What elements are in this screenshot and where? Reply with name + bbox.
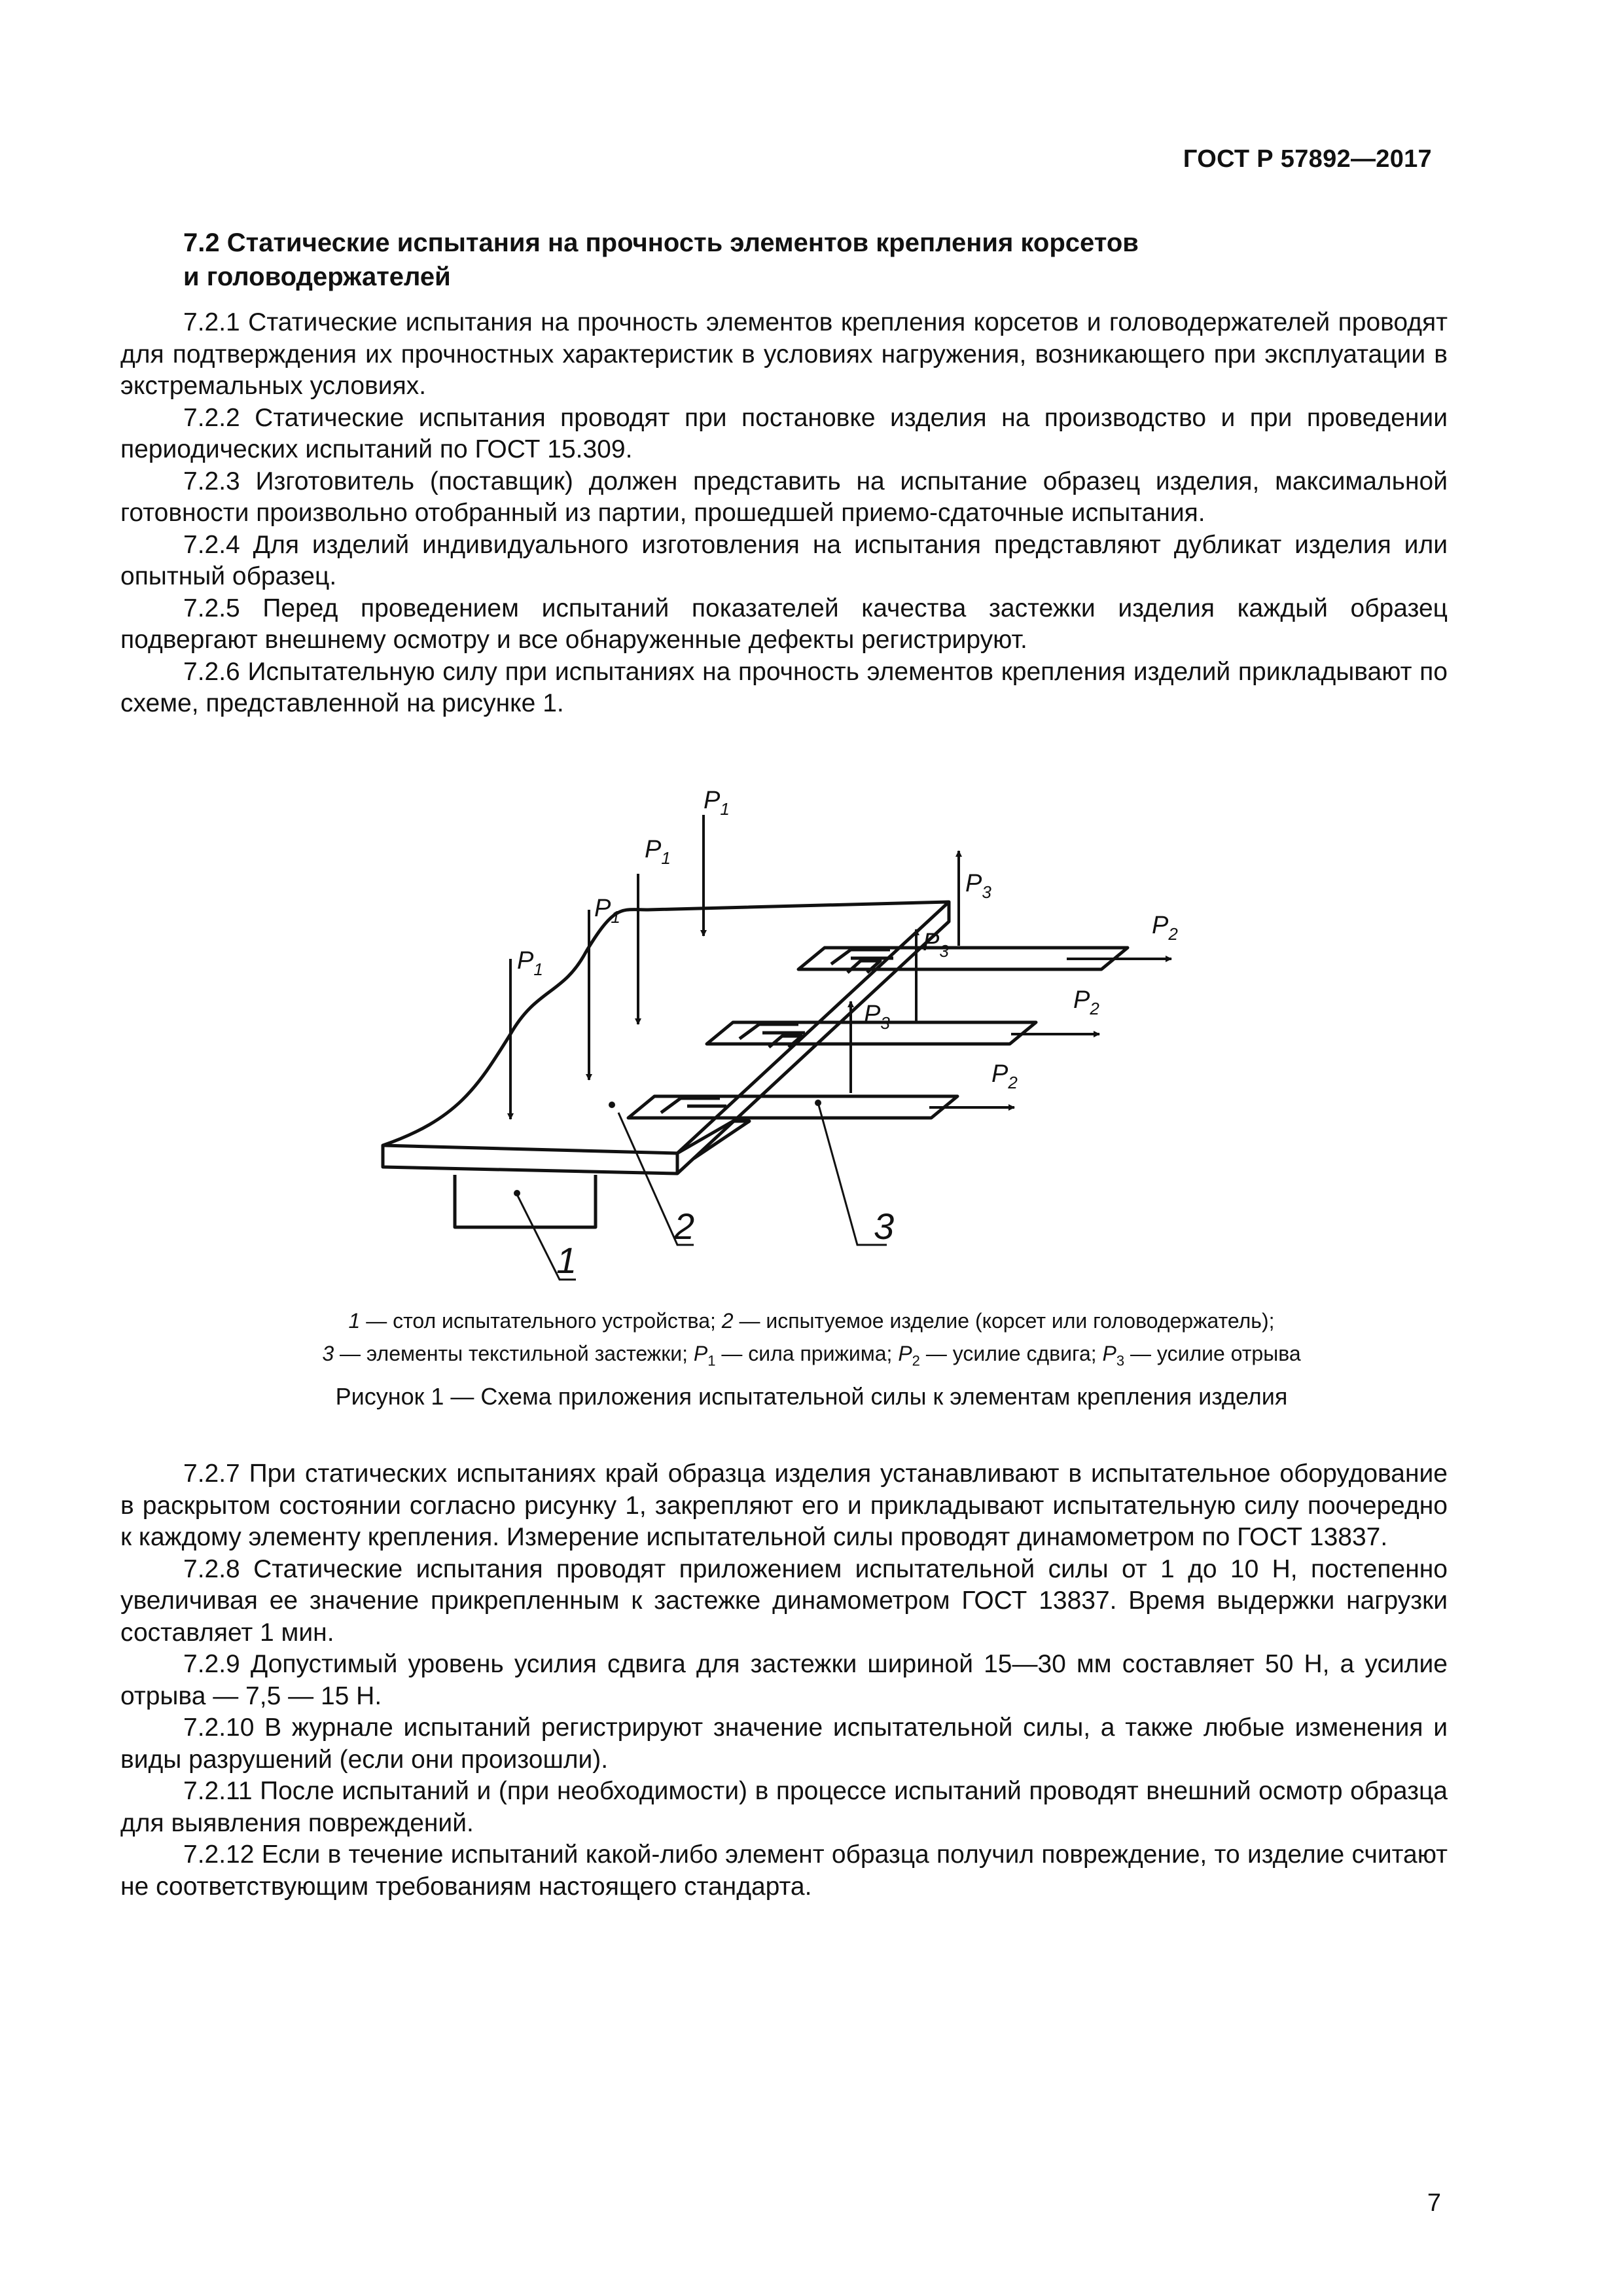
- section-title-line2: и головодержателей: [183, 262, 451, 291]
- paragraph-7-2-2: 7.2.2 Статические испытания проводят при постановке изделия на производство и при проведении периодических испытаний по ГОСТ 15.309.: [120, 403, 1448, 463]
- label-p2-c: $P_2$: [991, 1060, 1018, 1092]
- figure-1-diagram: [0, 779, 1623, 1296]
- paragraph-7-2-12: 7.2.12 Если в течение испытаний какой-либо элемент образца получил повреждение, то изделие считают не соответствующим требованиям настоящего стандарта.: [120, 1840, 1448, 1901]
- paragraph-7-2-11: 7.2.11 После испытаний и (при необходимости) в процессе испытаний проводят внешний осмотр образца для выявления повреждений.: [120, 1777, 1448, 1837]
- section-title: [120, 226, 1448, 294]
- label-num-2: 2: [674, 1206, 695, 1247]
- paragraph-7-2-4: 7.2.4 Для изделий индивидуального изготовления на испытания представляют дубликат изделия или опытный образец.: [120, 530, 1448, 590]
- label-p3-b: $P_3$: [923, 929, 949, 961]
- figure-caption: Рисунок 1 — Схема приложения испытательной силы к элементам крепления изделия: [335, 1383, 1288, 1410]
- label-p2-b: $P_2$: [1073, 986, 1099, 1018]
- legend-line1: 1 — стол испытательного устройства; 2 — испытуемое изделие (корсет или головодержатель);: [348, 1309, 1275, 1333]
- test-table: [455, 1175, 596, 1227]
- paragraph-7-2-7: 7.2.7 При статических испытаниях край образца изделия устанавливают в испытательное оборудование в раскрытом состоянии согласно рисунку 1, закрепляют его и прикладывают испытательную силу поочередно к каждому элементу крепления. Измерение испытательной силы проводят динамометром по ГОСТ 13837.: [120, 1460, 1448, 1551]
- paragraph-7-2-10: 7.2.10 В журнале испытаний регистрируют значение испытательной силы, а также любые изменения и виды разрушений (если они произошли).: [120, 1713, 1448, 1774]
- paragraph-7-2-8: 7.2.8 Статические испытания проводят приложением испытательной силы от 1 до 10 Н, постепенно увеличивая ее значение прикрепленным к застежке динамометром ГОСТ 13837. Время выдержки нагрузки составляет 1 мин.: [120, 1554, 1448, 1647]
- section-top-block: [120, 226, 1448, 720]
- section-title-line1: 7.2 Статические испытания на прочность элементов крепления корсетов: [183, 228, 1139, 257]
- label-num-1: 1: [556, 1240, 577, 1281]
- paragraph-7-2-5: 7.2.5 Перед проведением испытаний показателей качества застежки изделия каждый образец подвергают внешнему осмотру и все обнаруженные дефекты регистрируют.: [120, 594, 1448, 654]
- label-p3-a: $P_3$: [965, 870, 991, 902]
- label-p1-a: $P_1$: [517, 947, 543, 979]
- figure-legend: [0, 1304, 1623, 1377]
- paragraph-7-2-9: 7.2.9 Допустимый уровень усилия сдвига для застежки шириной 15—30 мм составляет 50 Н, а усилие отрыва — 7,5 — 15 Н.: [120, 1650, 1448, 1710]
- product-plate: [383, 902, 949, 1174]
- paragraph-7-2-6: 7.2.6 Испытательную силу при испытаниях на прочность элементов крепления изделий прикладывают по схеме, представленной на рисунке 1.: [120, 657, 1448, 717]
- section-bottom-block: [120, 1458, 1448, 1903]
- label-p2-a: $P_2$: [1152, 912, 1178, 944]
- label-p3-c: $P_3$: [864, 1001, 890, 1033]
- page-number: 7: [1427, 2189, 1441, 2217]
- label-p1-c: $P_1$: [645, 836, 671, 868]
- legend-line2: 3 — элементы текстильной застежки; $P_1$ — сила прижима; $P_2$ — усилие сдвига; $P_3$ — усилие отрыва: [322, 1342, 1301, 1369]
- label-num-3: 3: [874, 1206, 895, 1247]
- document-header-id: ГОСТ Р 57892—2017: [1183, 145, 1432, 173]
- paragraph-7-2-3: 7.2.3 Изготовитель (поставщик) должен представить на испытание образец изделия, максимальной готовности произвольно отобранный из партии, прошедшей приемо-сдаточные испытания.: [120, 467, 1448, 527]
- label-p1-d: $P_1$: [704, 787, 730, 819]
- label-p1-b: $P_1$: [594, 895, 620, 927]
- paragraph-7-2-1: 7.2.1 Статические испытания на прочность элементов крепления корсетов и головодержателей проводят для подтверждения их прочностных характеристик в условиях нагружения, возникающего при эксплуатации в экстремальных условиях.: [120, 308, 1448, 400]
